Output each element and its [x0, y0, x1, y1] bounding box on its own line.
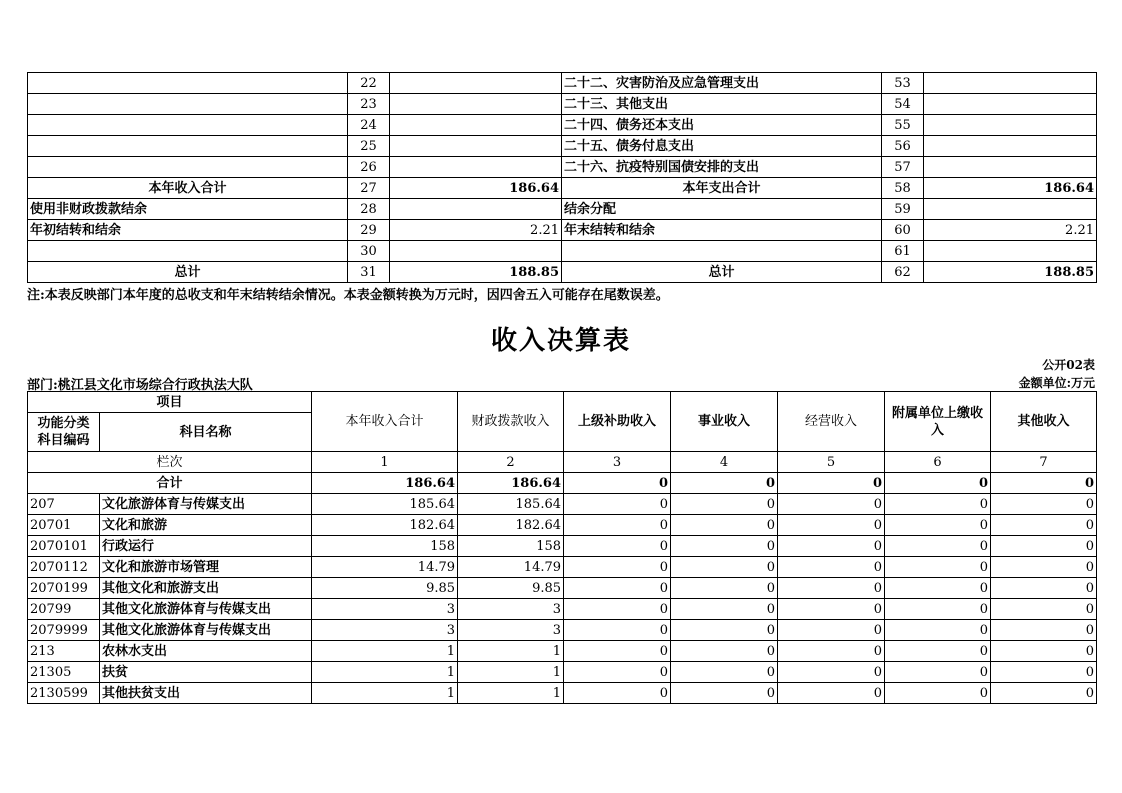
- row-left-number: 31: [348, 262, 390, 283]
- amount-cell: 0: [778, 662, 885, 683]
- amount-cell: 0: [671, 536, 778, 557]
- subject-code: 213: [28, 641, 100, 662]
- row-left-value: 2.21: [390, 220, 562, 241]
- row-right-value: [924, 199, 1097, 220]
- table-row: [28, 178, 1097, 199]
- row-right-label: 二十三、其他支出: [562, 94, 882, 115]
- table-row: [28, 220, 1097, 241]
- subject-name: 文化和旅游: [100, 515, 312, 536]
- colnum-7: 7: [991, 452, 1097, 473]
- row-left-value: [390, 136, 562, 157]
- amount-cell: 0: [778, 620, 885, 641]
- row-left-value: [390, 199, 562, 220]
- amount-cell: 14.79: [458, 557, 564, 578]
- amount-cell: 0: [671, 494, 778, 515]
- code-header-line1: 功能分类: [37, 416, 90, 431]
- amount-cell: 0: [991, 578, 1097, 599]
- total-value: 186.64: [312, 473, 458, 494]
- amount-cell: 0: [671, 515, 778, 536]
- amount-cell: 0: [885, 578, 991, 599]
- amount-cell: 0: [991, 515, 1097, 536]
- total-row: [28, 473, 1097, 494]
- amount-cell: 0: [564, 515, 671, 536]
- subject-name: 其他文化和旅游支出: [100, 578, 312, 599]
- table-row: [28, 241, 1097, 262]
- amount-cell: 0: [778, 557, 885, 578]
- table-row: [28, 620, 1097, 641]
- row-left-number: 23: [348, 94, 390, 115]
- subject-code: 20701: [28, 515, 100, 536]
- table-row: [28, 73, 1097, 94]
- row-left-label: 总计: [28, 262, 348, 283]
- amount-cell: 0: [564, 536, 671, 557]
- table-row: [28, 515, 1097, 536]
- amount-cell: 1: [312, 683, 458, 704]
- row-right-number: 57: [882, 157, 924, 178]
- amount-cell: 0: [564, 578, 671, 599]
- row-right-value: [924, 115, 1097, 136]
- row-right-value: [924, 136, 1097, 157]
- total-value: 0: [991, 473, 1097, 494]
- amount-cell: 0: [778, 599, 885, 620]
- table-row: [28, 662, 1097, 683]
- table-row: [28, 578, 1097, 599]
- amount-cell: 0: [885, 662, 991, 683]
- budget-summary-table: [27, 72, 1097, 283]
- table-row: [28, 136, 1097, 157]
- row-left-label: [28, 157, 348, 178]
- amount-cell: 0: [564, 662, 671, 683]
- table-row: [28, 94, 1097, 115]
- total-value: 0: [671, 473, 778, 494]
- subject-code: 20799: [28, 599, 100, 620]
- row-right-label: 结余分配: [562, 199, 882, 220]
- subject-name: 文化和旅游市场管理: [100, 557, 312, 578]
- amount-cell: 0: [778, 641, 885, 662]
- amount-cell: 182.64: [312, 515, 458, 536]
- subject-name: 其他扶贫支出: [100, 683, 312, 704]
- name-header: 科目名称: [100, 413, 312, 452]
- income-table: [27, 391, 1097, 704]
- amount-cell: 0: [564, 599, 671, 620]
- total-value: 0: [564, 473, 671, 494]
- amount-cell: 14.79: [312, 557, 458, 578]
- amount-cell: 0: [991, 641, 1097, 662]
- amount-cell: 185.64: [312, 494, 458, 515]
- amount-cell: 0: [991, 683, 1097, 704]
- table-row: [28, 536, 1097, 557]
- table-row: [28, 494, 1097, 515]
- amount-cell: 0: [885, 620, 991, 641]
- subject-name: 其他文化旅游体育与传媒支出: [100, 620, 312, 641]
- subject-code: 2070101: [28, 536, 100, 557]
- row-left-number: 30: [348, 241, 390, 262]
- table-row: [28, 557, 1097, 578]
- row-right-number: 56: [882, 136, 924, 157]
- amount-cell: 9.85: [458, 578, 564, 599]
- row-right-number: 59: [882, 199, 924, 220]
- row-right-number: 61: [882, 241, 924, 262]
- total-value: 0: [885, 473, 991, 494]
- subject-code: 2079999: [28, 620, 100, 641]
- total-value: 0: [778, 473, 885, 494]
- row-right-value: 188.85: [924, 262, 1097, 283]
- amount-cell: 0: [778, 536, 885, 557]
- row-left-number: 22: [348, 73, 390, 94]
- department-label: 部门:桃江县文化市场综合行政执法大队: [27, 378, 253, 393]
- row-left-label: 年初结转和结余: [28, 220, 348, 241]
- amount-cell: 0: [991, 662, 1097, 683]
- table-note: 注:本表反映部门本年度的总收支和年末结转结余情况。本表金额转换为万元时，因四舍五入可能存在尾数误差。: [27, 288, 669, 303]
- row-right-label: 年末结转和结余: [562, 220, 882, 241]
- row-right-label: 总计: [562, 262, 882, 283]
- amount-cell: 0: [671, 641, 778, 662]
- row-left-label: [28, 136, 348, 157]
- amount-cell: 0: [991, 536, 1097, 557]
- subject-code: 2130599: [28, 683, 100, 704]
- amount-cell: 0: [991, 557, 1097, 578]
- amount-cell: 0: [778, 494, 885, 515]
- colnum-6: 6: [885, 452, 991, 473]
- subject-code: 21305: [28, 662, 100, 683]
- col-header-5: 经营收入: [778, 392, 885, 452]
- amount-cell: 185.64: [458, 494, 564, 515]
- row-right-value: [924, 241, 1097, 262]
- row-left-label: 本年收入合计: [28, 178, 348, 199]
- row-right-number: 62: [882, 262, 924, 283]
- row-right-number: 55: [882, 115, 924, 136]
- row-left-value: [390, 73, 562, 94]
- row-right-number: 53: [882, 73, 924, 94]
- row-right-label: 二十二、灾害防治及应急管理支出: [562, 73, 882, 94]
- colnum-4: 4: [671, 452, 778, 473]
- amount-cell: 0: [564, 641, 671, 662]
- amount-cell: 0: [778, 683, 885, 704]
- subject-code: 207: [28, 494, 100, 515]
- amount-cell: 0: [885, 515, 991, 536]
- amount-cell: 0: [885, 683, 991, 704]
- row-left-value: 188.85: [390, 262, 562, 283]
- amount-cell: 1: [312, 641, 458, 662]
- row-left-value: [390, 157, 562, 178]
- amount-cell: 0: [564, 683, 671, 704]
- row-right-value: [924, 73, 1097, 94]
- table-row: [28, 641, 1097, 662]
- table-row: [28, 199, 1097, 220]
- row-left-number: 27: [348, 178, 390, 199]
- amount-cell: 0: [885, 557, 991, 578]
- amount-cell: 0: [885, 641, 991, 662]
- page-title: 收入决算表: [490, 326, 631, 356]
- header-row: [28, 392, 1097, 413]
- row-left-label: [28, 73, 348, 94]
- subject-name: 扶贫: [100, 662, 312, 683]
- row-left-number: 24: [348, 115, 390, 136]
- col-header-3: 上级补助收入: [564, 392, 671, 452]
- col-header-1: 本年收入合计: [312, 392, 458, 452]
- amount-cell: 0: [778, 578, 885, 599]
- row-left-label: [28, 115, 348, 136]
- subject-name: 农林水支出: [100, 641, 312, 662]
- amount-cell: 0: [564, 557, 671, 578]
- colnum-label: 栏次: [28, 452, 312, 473]
- code-header-line2: 科目编码: [37, 433, 90, 448]
- row-left-number: 26: [348, 157, 390, 178]
- colnum-5: 5: [778, 452, 885, 473]
- amount-cell: 0: [671, 620, 778, 641]
- subject-name: 文化旅游体育与传媒支出: [100, 494, 312, 515]
- amount-cell: 0: [885, 599, 991, 620]
- amount-cell: 0: [564, 620, 671, 641]
- amount-cell: 1: [312, 662, 458, 683]
- amount-cell: 3: [458, 599, 564, 620]
- amount-cell: 0: [778, 515, 885, 536]
- amount-cell: 9.85: [312, 578, 458, 599]
- amount-cell: 0: [991, 599, 1097, 620]
- amount-cell: 0: [671, 599, 778, 620]
- row-right-label: 本年支出合计: [562, 178, 882, 199]
- amount-cell: 158: [312, 536, 458, 557]
- amount-cell: 182.64: [458, 515, 564, 536]
- subject-code: 2070112: [28, 557, 100, 578]
- table-row: [28, 683, 1097, 704]
- col-header-6: 附属单位上缴收入: [885, 392, 991, 452]
- column-number-row: [28, 452, 1097, 473]
- subject-name: 行政运行: [100, 536, 312, 557]
- col-header-7: 其他收入: [991, 392, 1097, 452]
- row-left-label: 使用非财政拨款结余: [28, 199, 348, 220]
- row-left-number: 29: [348, 220, 390, 241]
- row-left-value: 186.64: [390, 178, 562, 199]
- row-left-value: [390, 94, 562, 115]
- row-left-number: 28: [348, 199, 390, 220]
- row-right-label: 二十四、债务还本支出: [562, 115, 882, 136]
- row-left-label: [28, 241, 348, 262]
- amount-cell: 0: [991, 620, 1097, 641]
- row-right-label: 二十六、抗疫特别国债安排的支出: [562, 157, 882, 178]
- row-right-number: 60: [882, 220, 924, 241]
- col-header-2: 财政拨款收入: [458, 392, 564, 452]
- amount-cell: 1: [458, 662, 564, 683]
- amount-cell: 0: [885, 494, 991, 515]
- row-right-label: 二十五、债务付息支出: [562, 136, 882, 157]
- table-row: [28, 115, 1097, 136]
- amount-cell: 0: [671, 683, 778, 704]
- row-left-value: [390, 115, 562, 136]
- amount-cell: 3: [458, 620, 564, 641]
- code-header: [28, 413, 100, 452]
- amount-cell: 3: [312, 620, 458, 641]
- colnum-2: 2: [458, 452, 564, 473]
- row-right-value: [924, 157, 1097, 178]
- row-right-number: 58: [882, 178, 924, 199]
- row-right-value: 2.21: [924, 220, 1097, 241]
- amount-cell: 0: [564, 494, 671, 515]
- row-right-value: [924, 94, 1097, 115]
- table-row: [28, 262, 1097, 283]
- col-header-4: 事业收入: [671, 392, 778, 452]
- item-header: 项目: [28, 392, 312, 413]
- row-right-number: 54: [882, 94, 924, 115]
- row-left-number: 25: [348, 136, 390, 157]
- amount-cell: 1: [458, 641, 564, 662]
- table-row: [28, 599, 1097, 620]
- colnum-1: 1: [312, 452, 458, 473]
- unit-label: 金额单位:万元: [1018, 376, 1095, 390]
- amount-cell: 0: [885, 536, 991, 557]
- table-row: [28, 157, 1097, 178]
- total-value: 186.64: [458, 473, 564, 494]
- amount-cell: 1: [458, 683, 564, 704]
- subject-code: 2070199: [28, 578, 100, 599]
- subject-name: 其他文化旅游体育与传媒支出: [100, 599, 312, 620]
- row-left-label: [28, 94, 348, 115]
- amount-cell: 0: [671, 557, 778, 578]
- amount-cell: 158: [458, 536, 564, 557]
- colnum-3: 3: [564, 452, 671, 473]
- table-code: 公开02表: [1042, 358, 1095, 372]
- amount-cell: 0: [671, 662, 778, 683]
- amount-cell: 3: [312, 599, 458, 620]
- row-left-value: [390, 241, 562, 262]
- amount-cell: 0: [991, 494, 1097, 515]
- row-right-value: 186.64: [924, 178, 1097, 199]
- row-right-label: [562, 241, 882, 262]
- total-label: 合计: [28, 473, 312, 494]
- amount-cell: 0: [671, 578, 778, 599]
